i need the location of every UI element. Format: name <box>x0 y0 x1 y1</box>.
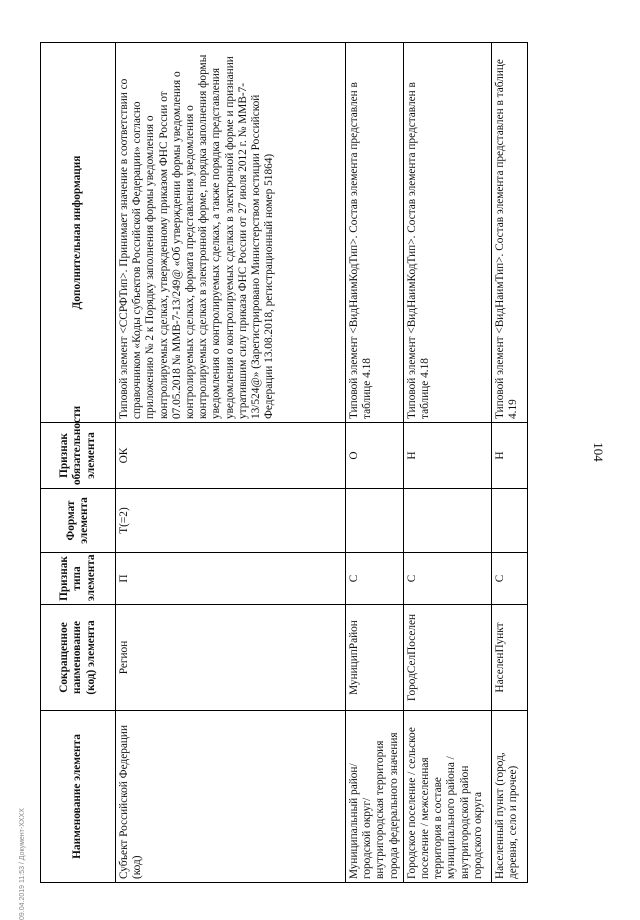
cell-info: Типовой элемент <ВидНаимТип>. Состав элемента представлен в таблице 4.19 <box>491 43 527 423</box>
cell-name: Населенный пункт (город, деревня, село и прочее) <box>491 711 527 883</box>
cell-type: П <box>116 553 346 605</box>
cell-format <box>346 489 404 553</box>
header-required: Признак обязательности элемента <box>41 423 116 489</box>
rotated-table-container <box>40 43 600 883</box>
cell-type: С <box>491 553 527 605</box>
cell-type: С <box>346 553 404 605</box>
cell-required: О <box>346 423 404 489</box>
header-code: Сокращенное наименование (код) элемента <box>41 605 116 711</box>
cell-code: НаселенПункт <box>491 605 527 711</box>
table-row <box>403 43 491 883</box>
table-row <box>491 43 527 883</box>
header-type: Признак типа элемента <box>41 553 116 605</box>
table-row <box>116 43 346 883</box>
cell-code: Регион <box>116 605 346 711</box>
page-number: 104 <box>591 442 606 462</box>
cell-format <box>491 489 527 553</box>
cell-info: Типовой элемент <ВидНаимКодТип>. Состав элемента представлен в таблице 4.18 <box>403 43 491 423</box>
cell-required: ОК <box>116 423 346 489</box>
cell-info: Типовой элемент <ВидНаимКодТип>. Состав элемента представлен в таблице 4.18 <box>346 43 404 423</box>
cell-name: Муниципальный район/ городской округ/ внутригородская территория города федерального значения <box>346 711 404 883</box>
cell-required: Н <box>403 423 491 489</box>
cell-required: Н <box>491 423 527 489</box>
table-header-row <box>41 43 116 883</box>
table-row <box>346 43 404 883</box>
cell-info: Типовой элемент <ССРФТип>. Принимает значение в соответствии со справочником «Коды субъектов Российской Федерации» согласно приложению № 2 к Порядку заполнения формы уведомления о контролируемых сделках, утвержденному приказом ФНС России от 07.05.2018 № ММВ-7-13/249@ «Об утверждении формы уведомления о контролируемых сделках, формата представления уведомления о контролируемых сделках в электронной форме, порядка заполнения формы уведомления о контролируемых сделках, а также порядка представления уведомления о контролируемых сделках в электронной форме и признании утратившим силу приказа ФНС России от 27 июля 2012 г. № ММВ-7-13/524@» (Зарегистрировано Министерством юстиции Российской Федерации 13.08.2018, регистрационный номер 51864) <box>116 43 346 423</box>
cell-name: Городское поселение / сельское поселение / межселенная территория в составе муниципального района / внутригородской район городского округа <box>403 711 491 883</box>
header-info: Дополнительная информация <box>41 43 116 423</box>
document-stamp: 09.04.2019 11:53 / Документ-XXXX <box>19 808 26 920</box>
header-name: Наименование элемента <box>41 711 116 883</box>
cell-format: T(=2) <box>116 489 346 553</box>
cell-format <box>403 489 491 553</box>
cell-code: МуниципРайон <box>346 605 404 711</box>
cell-code: ГородСелПоселен <box>403 605 491 711</box>
cell-type: С <box>403 553 491 605</box>
elements-table <box>40 42 528 883</box>
header-format: Формат элемента <box>41 489 116 553</box>
cell-name: Субъект Российской Федерации (код) <box>116 711 346 883</box>
